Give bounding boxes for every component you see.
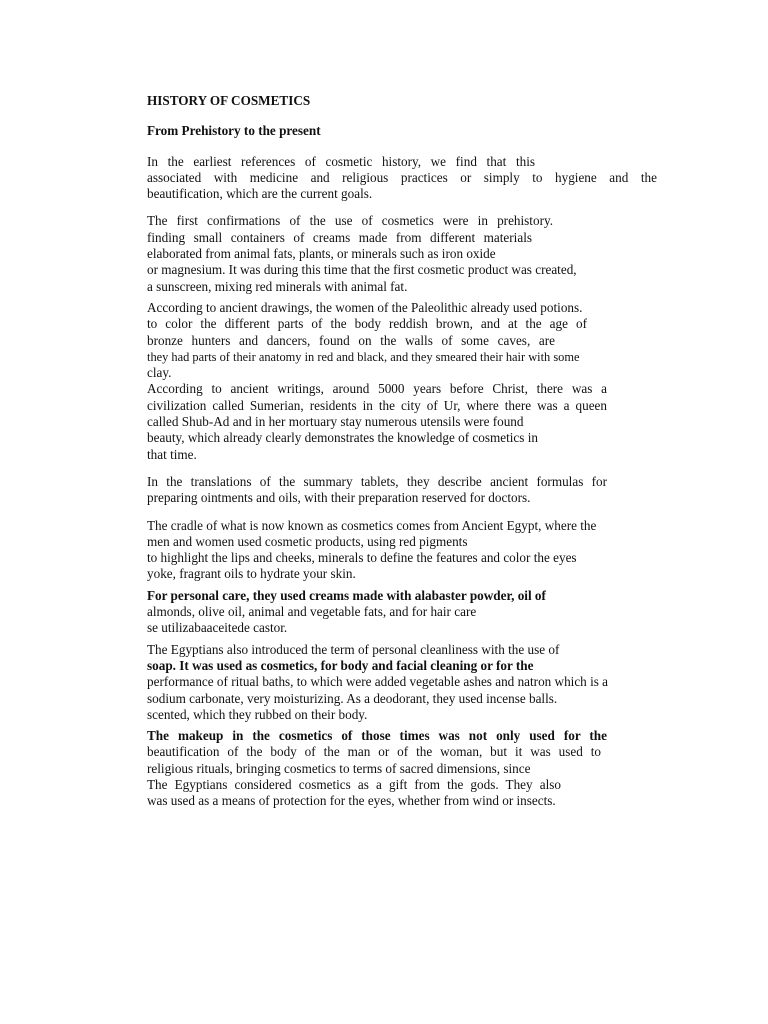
p1-line-2: associated with medicine and religious practices or simply to hygiene and the <box>147 169 657 185</box>
p8-line-3: religious rituals, bringing cosmetics to terms of sacred dimensions, since <box>147 760 531 776</box>
p2-line-5: a sunscreen, mixing red minerals with animal fat. <box>147 278 408 294</box>
paragraph-7 <box>147 642 657 723</box>
p8-line-2: beautification of the body of the man or of the woman, but it was used to <box>147 744 601 760</box>
p8-line-5: was used as a means of protection for the eyes, whether from wind or insects. <box>147 793 556 809</box>
document-subtitle: From Prehistory to the present <box>147 123 321 139</box>
p7-line-2: soap. It was used as cosmetics, for body and facial cleaning or for the <box>147 657 534 673</box>
p3-line-9: beauty, which already clearly demonstrates the knowledge of cosmetics in <box>147 430 538 446</box>
p7-line-5: scented, which they rubbed on their body. <box>147 706 368 722</box>
p2-line-3: elaborated from animal fats, plants, or minerals such as iron oxide <box>147 246 496 262</box>
p3-line-1: According to ancient drawings, the women of the Paleolithic already used potions. <box>147 299 583 315</box>
p8-line-4: The Egyptians considered cosmetics as a gift from the gods. They also <box>147 776 561 792</box>
paragraph-4 <box>147 474 657 507</box>
document-title: HISTORY OF COSMETICS <box>147 93 311 108</box>
p5-line-2: men and women used cosmetic products, using red pigments <box>147 533 468 549</box>
p3-line-10: that time. <box>147 446 197 462</box>
paragraph-1 <box>147 154 657 203</box>
p5-line-1: The cradle of what is now known as cosmetics comes from Ancient Egypt, where the <box>147 517 597 533</box>
p7-line-4: sodium carbonate, very moisturizing. As a deodorant, they used incense balls. <box>147 690 558 706</box>
p3-line-3: bronze hunters and dancers, found on the walls of some caves, are <box>147 332 555 348</box>
p4-line-1: In the translations of the summary tablets, they describe ancient formulas for <box>147 473 607 489</box>
p3-line-8: called Shub-Ad and in her mortuary stay numerous utensils were found <box>147 414 524 430</box>
p3-line-7: civilization called Sumerian, residents in the city of Ur, where there was a queen <box>147 397 607 413</box>
p5-line-4: yoke, fragrant oils to hydrate your skin. <box>147 566 356 582</box>
paragraph-8 <box>147 728 657 809</box>
p6-line-3: se utilizabaaceitede castor. <box>147 620 288 636</box>
p2-line-1: The first confirmations of the use of cosmetics were in prehistory. <box>147 213 553 229</box>
p5-line-3: to highlight the lips and cheeks, minerals to define the features and color the eyes <box>147 550 577 566</box>
p7-line-3: performance of ritual baths, to which were added vegetable ashes and natron which is a <box>147 674 609 690</box>
paragraph-6 <box>147 588 657 637</box>
p8-line-1: The makeup in the cosmetics of those times was not only used for the <box>147 728 607 744</box>
p3-line-6: According to ancient writings, around 5000 years before Christ, there was a <box>147 381 607 397</box>
document-page <box>147 93 657 810</box>
paragraph-2 <box>147 213 657 294</box>
p3-line-5: clay. <box>147 365 172 381</box>
p3-line-4: they had parts of their anatomy in red and black, and they smeared their hair with some <box>147 349 580 364</box>
p6-line-2: almonds, olive oil, animal and vegetable fats, and for hair care <box>147 604 477 620</box>
p2-line-2: finding small containers of creams made from different materials <box>147 229 532 245</box>
p7-line-1: The Egyptians also introduced the term of personal cleanliness with the use of <box>147 641 560 657</box>
paragraph-3 <box>147 300 657 463</box>
p3-line-2: to color the different parts of the body reddish brown, and at the age of <box>147 316 587 332</box>
paragraph-5 <box>147 518 657 583</box>
p1-line-3: beautification, which are the current goals. <box>147 186 373 202</box>
p2-line-4: or magnesium. It was during this time that the first cosmetic product was created, <box>147 262 577 278</box>
p6-line-1: For personal care, they used creams made with alabaster powder, oil of <box>147 587 546 603</box>
p4-line-2: preparing ointments and oils, with their preparation reserved for doctors. <box>147 490 531 506</box>
p1-line-1: In the earliest references of cosmetic history, we find that this <box>147 153 535 169</box>
